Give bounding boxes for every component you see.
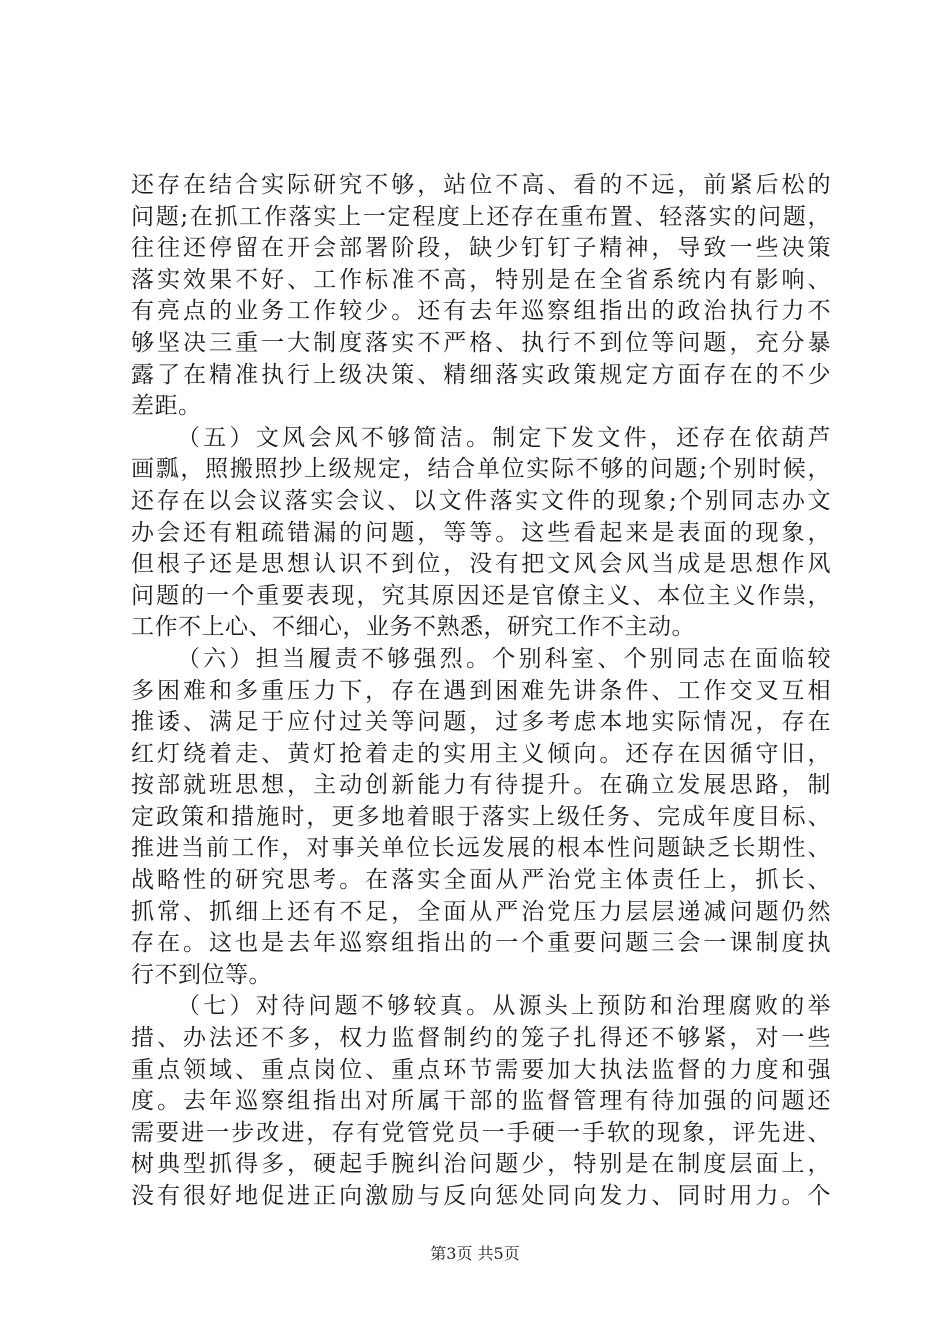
text-line: 还存在结合实际研究不够，站位不高、看的不远，前紧后松的 — [131, 172, 831, 198]
text-line: 落实效果不好、工作标准不高，特别是在全省系统内有影响、 — [131, 266, 831, 293]
text-line: 办会还有粗疏错漏的问题，等等。这些看起来是表面的现象， — [131, 519, 831, 546]
text-line: 问题;在抓工作落实上一定程度上还存在重布置、轻落实的问题， — [131, 203, 831, 230]
text-line: （七）对待问题不够较真。从源头上预防和治理腐败的举 — [177, 993, 831, 1020]
text-line: 措、办法还不多，权力监督制约的笼子扎得还不够紧，对一些 — [131, 1025, 831, 1052]
text-line: 没有很好地促进正向激励与反向惩处同向发力、同时用力。个 — [131, 1183, 831, 1209]
text-line: 往往还停留在开会部署阶段，缺少钉钉子精神，导致一些决策 — [131, 235, 831, 262]
text-line: 差距。 — [131, 393, 202, 420]
text-line: 推进当前工作，对事关单位长远发展的根本性问题缺乏长期性、 — [131, 835, 831, 862]
text-line: 够坚决三重一大制度落实不严格、执行不到位等问题，充分暴 — [131, 329, 831, 356]
text-line: （五）文风会风不够简洁。制定下发文件，还存在依葫芦 — [177, 424, 831, 451]
text-line: 工作不上心、不细心，业务不熟悉，研究工作不主动。 — [131, 614, 695, 641]
text-line: 抓常、抓细上还有不足，全面从严治党压力层层递减问题仍然 — [131, 898, 831, 925]
text-line: 按部就班思想，主动创新能力有待提升。在确立发展思路，制 — [131, 772, 831, 799]
text-line: 定政策和措施时，更多地着眼于落实上级任务、完成年度目标、 — [131, 803, 831, 830]
text-line: 多困难和多重压力下，存在遇到困难先讲条件、工作交叉互相 — [131, 677, 831, 704]
text-line: 有亮点的业务工作较少。还有去年巡察组指出的政治执行力不 — [131, 298, 831, 325]
text-line: 推诿、满足于应付过关等问题，过多考虑本地实际情况，存在 — [131, 709, 831, 736]
text-line: 树典型抓得多，硬起手腕纠治问题少，特别是在制度层面上， — [131, 1151, 831, 1178]
text-line: 露了在精准执行上级决策、精细落实政策规定方面存在的不少 — [131, 361, 831, 388]
text-line: 问题的一个重要表现，究其原因还是官僚主义、本位主义作祟， — [131, 582, 831, 609]
text-line: 战略性的研究思考。在落实全面从严治党主体责任上，抓长、 — [131, 867, 831, 894]
text-line: 但根子还是思想认识不到位，没有把文风会风当成是思想作风 — [131, 551, 831, 578]
text-line: 需要进一步改进，存有党管党员一手硬一手软的现象，评先进、 — [131, 1119, 831, 1146]
text-line: 红灯绕着走、黄灯抢着走的实用主义倾向。还存在因循守旧， — [131, 740, 831, 767]
text-line: 行不到位等。 — [131, 961, 272, 988]
text-line: （六）担当履责不够强烈。个别科室、个别同志在面临较 — [177, 645, 831, 672]
text-line: 还存在以会议落实会议、以文件落实文件的现象;个别同志办文 — [131, 487, 831, 514]
text-line: 存在。这也是去年巡察组指出的一个重要问题三会一课制度执 — [131, 930, 831, 957]
text-line: 重点领域、重点岗位、重点环节需要加大执法监督的力度和强 — [131, 1056, 831, 1083]
page-footer: 第3页 共5页 — [430, 1244, 520, 1263]
text-line: 度。去年巡察组指出对所属干部的监督管理有待加强的问题还 — [131, 1088, 831, 1115]
document-body — [131, 170, 831, 1213]
text-line: 画瓢，照搬照抄上级规定，结合单位实际不够的问题;个别时候， — [131, 456, 831, 483]
